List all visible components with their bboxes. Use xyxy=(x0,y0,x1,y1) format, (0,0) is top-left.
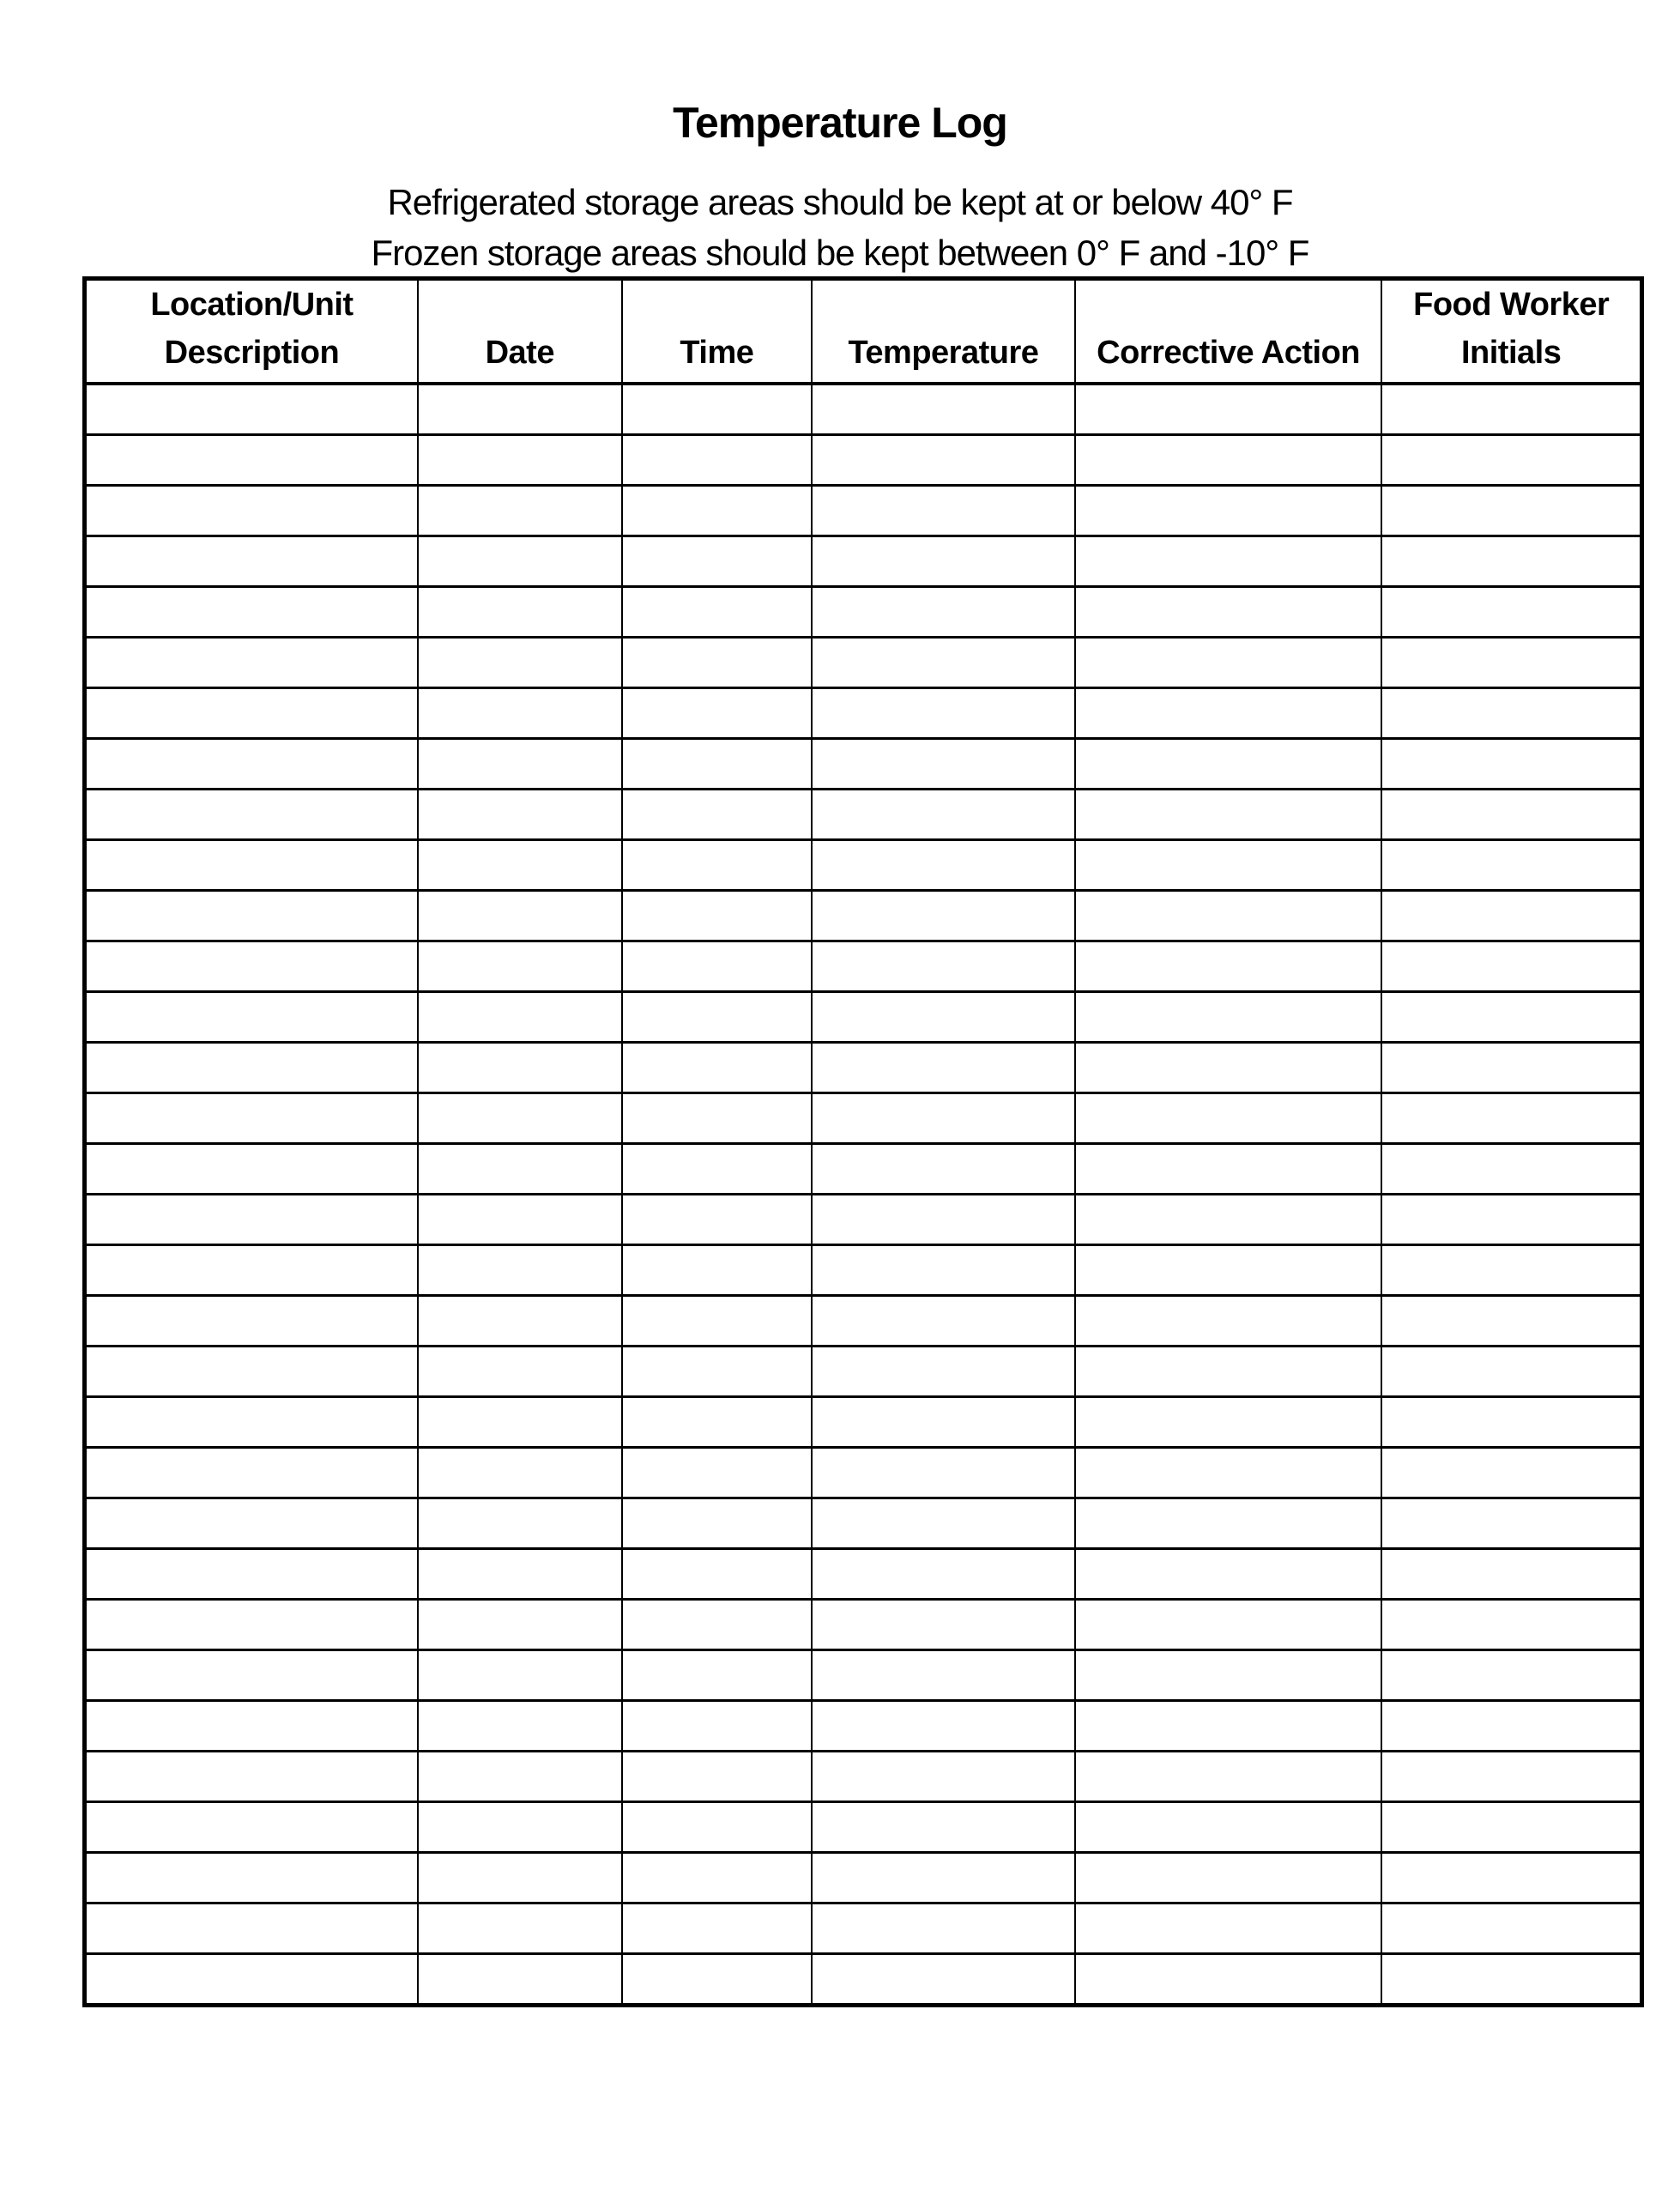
log-cell xyxy=(418,941,622,992)
log-cell xyxy=(85,941,418,992)
log-row xyxy=(85,1296,1642,1347)
log-cell xyxy=(85,1195,418,1245)
header-row xyxy=(85,279,1642,384)
log-cell xyxy=(622,992,812,1043)
log-cell xyxy=(418,1144,622,1195)
log-cell xyxy=(1075,992,1382,1043)
log-cell xyxy=(1075,638,1382,688)
log-cell xyxy=(1381,1296,1641,1347)
log-row xyxy=(85,1600,1642,1650)
log-row xyxy=(85,1853,1642,1903)
log-cell xyxy=(812,1144,1075,1195)
log-cell xyxy=(622,1347,812,1397)
log-row xyxy=(85,941,1642,992)
log-cell xyxy=(622,941,812,992)
log-cell xyxy=(1075,1650,1382,1701)
log-cell xyxy=(1075,1397,1382,1448)
log-cell xyxy=(418,891,622,941)
log-cell xyxy=(812,1093,1075,1144)
log-cell xyxy=(85,1144,418,1195)
log-cell xyxy=(812,1245,1075,1296)
log-cell xyxy=(1075,1600,1382,1650)
log-cell xyxy=(1381,1498,1641,1549)
log-row xyxy=(85,1954,1642,2006)
log-cell xyxy=(1381,891,1641,941)
log-row xyxy=(85,688,1642,739)
log-cell xyxy=(1075,1245,1382,1296)
log-cell xyxy=(418,1853,622,1903)
log-cell xyxy=(85,1954,418,2006)
log-row xyxy=(85,587,1642,638)
log-cell xyxy=(1381,1903,1641,1954)
log-cell xyxy=(1381,587,1641,638)
log-cell xyxy=(418,1347,622,1397)
log-cell xyxy=(1075,1752,1382,1802)
log-cell xyxy=(418,688,622,739)
log-cell xyxy=(1075,1043,1382,1093)
log-cell xyxy=(1075,1296,1382,1347)
log-cell xyxy=(812,790,1075,840)
log-cell xyxy=(812,992,1075,1043)
log-cell xyxy=(1381,1195,1641,1245)
log-cell xyxy=(622,1549,812,1600)
log-cell xyxy=(418,1245,622,1296)
log-cell xyxy=(1075,739,1382,790)
log-cell xyxy=(418,1903,622,1954)
log-cell xyxy=(1381,486,1641,536)
log-cell xyxy=(1381,1347,1641,1397)
log-cell xyxy=(812,587,1075,638)
log-cell xyxy=(622,435,812,486)
log-cell xyxy=(418,1752,622,1802)
log-cell xyxy=(418,1701,622,1752)
log-cell xyxy=(418,1093,622,1144)
log-cell xyxy=(1075,1701,1382,1752)
log-cell xyxy=(812,1498,1075,1549)
log-cell xyxy=(85,992,418,1043)
log-cell xyxy=(1075,1802,1382,1853)
log-cell xyxy=(812,536,1075,587)
log-row xyxy=(85,638,1642,688)
log-cell xyxy=(85,790,418,840)
log-cell xyxy=(1381,1397,1641,1448)
table-body xyxy=(85,384,1642,2006)
log-row xyxy=(85,891,1642,941)
log-row xyxy=(85,1195,1642,1245)
log-cell xyxy=(85,1245,418,1296)
log-cell xyxy=(812,1853,1075,1903)
log-cell xyxy=(1075,688,1382,739)
col-header-corrective-action: Corrective Action xyxy=(1075,279,1382,384)
log-cell xyxy=(812,840,1075,891)
log-cell xyxy=(812,435,1075,486)
log-row xyxy=(85,992,1642,1043)
log-cell xyxy=(85,1397,418,1448)
log-cell xyxy=(1075,1549,1382,1600)
log-cell xyxy=(622,1093,812,1144)
log-row xyxy=(85,1498,1642,1549)
log-cell xyxy=(622,1853,812,1903)
log-cell xyxy=(812,1600,1075,1650)
log-cell xyxy=(812,1448,1075,1498)
instructions-block xyxy=(0,177,1680,278)
log-cell xyxy=(418,1296,622,1347)
log-row xyxy=(85,1347,1642,1397)
log-cell xyxy=(1381,688,1641,739)
log-cell xyxy=(85,1043,418,1093)
log-cell xyxy=(85,1549,418,1600)
log-cell xyxy=(812,891,1075,941)
log-cell xyxy=(418,384,622,435)
log-cell xyxy=(1075,486,1382,536)
log-cell xyxy=(418,1498,622,1549)
log-row xyxy=(85,1144,1642,1195)
log-cell xyxy=(1381,1853,1641,1903)
log-cell xyxy=(85,840,418,891)
instruction-line-frozen: Frozen storage areas should be kept between 0° F and -10° F xyxy=(371,233,1309,273)
log-row xyxy=(85,1650,1642,1701)
log-cell xyxy=(418,1043,622,1093)
page-title: Temperature Log xyxy=(673,99,1007,147)
log-cell xyxy=(418,638,622,688)
log-cell xyxy=(622,1752,812,1802)
log-cell xyxy=(418,587,622,638)
log-cell xyxy=(418,739,622,790)
log-cell xyxy=(1075,1347,1382,1397)
log-cell xyxy=(1381,1448,1641,1498)
log-row xyxy=(85,1245,1642,1296)
log-cell xyxy=(622,384,812,435)
log-cell xyxy=(1381,1600,1641,1650)
log-cell xyxy=(622,1195,812,1245)
log-cell xyxy=(812,1954,1075,2006)
log-cell xyxy=(85,1903,418,1954)
log-cell xyxy=(1381,435,1641,486)
log-cell xyxy=(85,1448,418,1498)
log-cell xyxy=(812,1752,1075,1802)
log-cell xyxy=(622,1397,812,1448)
log-cell xyxy=(85,1498,418,1549)
log-cell xyxy=(1381,384,1641,435)
log-cell xyxy=(1381,1093,1641,1144)
log-cell xyxy=(1381,739,1641,790)
log-cell xyxy=(85,1853,418,1903)
log-cell xyxy=(622,638,812,688)
log-row xyxy=(85,1701,1642,1752)
log-cell xyxy=(1381,1043,1641,1093)
log-cell xyxy=(622,891,812,941)
log-cell xyxy=(622,688,812,739)
log-row xyxy=(85,1802,1642,1853)
log-cell xyxy=(85,435,418,486)
col-header-date: Date xyxy=(418,279,622,384)
log-cell xyxy=(622,1043,812,1093)
log-cell xyxy=(1075,1498,1382,1549)
log-cell xyxy=(622,1650,812,1701)
log-cell xyxy=(622,840,812,891)
log-cell xyxy=(85,1093,418,1144)
log-cell xyxy=(418,435,622,486)
log-cell xyxy=(622,1296,812,1347)
log-cell xyxy=(1075,1903,1382,1954)
log-cell xyxy=(418,992,622,1043)
log-cell xyxy=(1381,1144,1641,1195)
log-cell xyxy=(622,739,812,790)
log-cell xyxy=(1381,840,1641,891)
log-cell xyxy=(1075,435,1382,486)
log-cell xyxy=(812,739,1075,790)
log-row xyxy=(85,1752,1642,1802)
log-cell xyxy=(622,1600,812,1650)
log-row xyxy=(85,536,1642,587)
log-cell xyxy=(418,790,622,840)
log-cell xyxy=(622,587,812,638)
log-cell xyxy=(812,1043,1075,1093)
log-cell xyxy=(812,688,1075,739)
log-cell xyxy=(1381,1752,1641,1802)
col-header-location-unit-description: Location/Unit Description xyxy=(85,279,418,384)
log-cell xyxy=(418,1549,622,1600)
log-cell xyxy=(418,1448,622,1498)
log-cell xyxy=(85,486,418,536)
log-cell xyxy=(85,1752,418,1802)
log-cell xyxy=(1075,1954,1382,2006)
col-header-time: Time xyxy=(622,279,812,384)
log-row xyxy=(85,1093,1642,1144)
col-header-food-worker-initials: Food Worker Initials xyxy=(1381,279,1641,384)
log-cell xyxy=(1381,790,1641,840)
log-cell xyxy=(1075,536,1382,587)
log-cell xyxy=(1381,1245,1641,1296)
log-cell xyxy=(812,1347,1075,1397)
log-cell xyxy=(622,1448,812,1498)
log-cell xyxy=(1381,992,1641,1043)
log-row xyxy=(85,739,1642,790)
log-cell xyxy=(1075,587,1382,638)
log-cell xyxy=(812,1802,1075,1853)
log-cell xyxy=(1075,840,1382,891)
log-cell xyxy=(85,1802,418,1853)
log-cell xyxy=(622,1144,812,1195)
table-header xyxy=(85,279,1642,384)
log-cell xyxy=(622,790,812,840)
log-cell xyxy=(418,840,622,891)
log-cell xyxy=(85,739,418,790)
log-cell xyxy=(812,638,1075,688)
log-cell xyxy=(812,384,1075,435)
log-cell xyxy=(622,1903,812,1954)
log-cell xyxy=(812,941,1075,992)
log-cell xyxy=(1381,1802,1641,1853)
log-cell xyxy=(85,1600,418,1650)
log-cell xyxy=(1075,891,1382,941)
log-row xyxy=(85,1448,1642,1498)
log-row xyxy=(85,1043,1642,1093)
log-cell xyxy=(812,1195,1075,1245)
log-cell xyxy=(1075,384,1382,435)
log-cell xyxy=(418,1802,622,1853)
log-cell xyxy=(418,536,622,587)
instruction-line-refrigerated: Refrigerated storage areas should be kept at or below 40° F xyxy=(387,182,1293,222)
log-cell xyxy=(1075,941,1382,992)
log-cell xyxy=(1075,1093,1382,1144)
log-cell xyxy=(85,1701,418,1752)
log-cell xyxy=(1075,1144,1382,1195)
log-cell xyxy=(85,384,418,435)
log-row xyxy=(85,1903,1642,1954)
log-cell xyxy=(622,1498,812,1549)
log-cell xyxy=(1381,638,1641,688)
log-cell xyxy=(1381,941,1641,992)
log-row xyxy=(85,486,1642,536)
log-cell xyxy=(1381,1954,1641,2006)
log-cell xyxy=(1075,1853,1382,1903)
log-cell xyxy=(812,1701,1075,1752)
log-cell xyxy=(1381,1549,1641,1600)
log-cell xyxy=(418,1650,622,1701)
log-cell xyxy=(622,486,812,536)
log-row xyxy=(85,790,1642,840)
log-row xyxy=(85,435,1642,486)
log-cell xyxy=(1075,1195,1382,1245)
log-cell xyxy=(418,1600,622,1650)
log-cell xyxy=(85,891,418,941)
log-cell xyxy=(812,1397,1075,1448)
log-cell xyxy=(85,1296,418,1347)
log-cell xyxy=(812,1903,1075,1954)
log-cell xyxy=(418,486,622,536)
log-cell xyxy=(1381,536,1641,587)
log-cell xyxy=(1381,1701,1641,1752)
log-cell xyxy=(85,1650,418,1701)
log-row xyxy=(85,1549,1642,1600)
log-cell xyxy=(622,1245,812,1296)
log-cell xyxy=(812,1296,1075,1347)
log-cell xyxy=(418,1195,622,1245)
log-cell xyxy=(418,1954,622,2006)
log-cell xyxy=(418,1397,622,1448)
log-cell xyxy=(85,587,418,638)
temperature-log-table xyxy=(82,276,1644,2007)
log-cell xyxy=(622,1701,812,1752)
log-row xyxy=(85,1397,1642,1448)
log-cell xyxy=(85,638,418,688)
log-row xyxy=(85,840,1642,891)
log-cell xyxy=(1075,1448,1382,1498)
log-cell xyxy=(85,1347,418,1397)
log-cell xyxy=(622,536,812,587)
log-cell xyxy=(812,1549,1075,1600)
log-cell xyxy=(622,1802,812,1853)
log-cell xyxy=(1381,1650,1641,1701)
log-cell xyxy=(812,486,1075,536)
log-cell xyxy=(812,1650,1075,1701)
log-cell xyxy=(622,1954,812,2006)
col-header-temperature: Temperature xyxy=(812,279,1075,384)
log-cell xyxy=(85,688,418,739)
log-cell xyxy=(85,536,418,587)
log-cell xyxy=(1075,790,1382,840)
log-row xyxy=(85,384,1642,435)
